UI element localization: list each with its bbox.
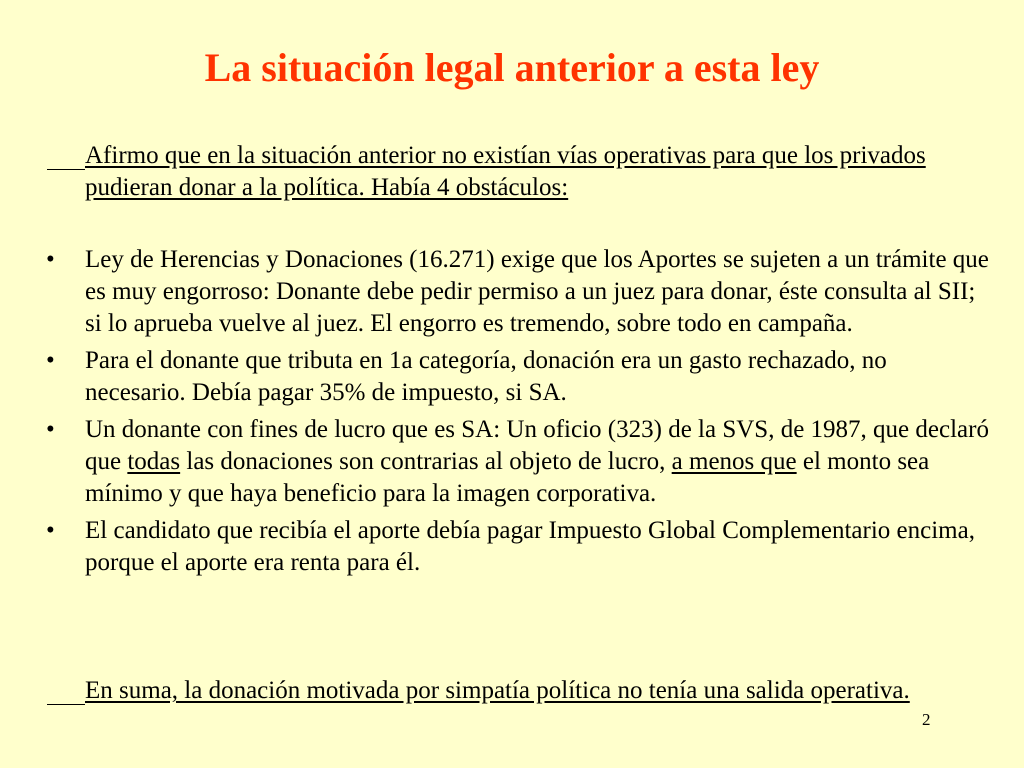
intro-paragraph	[85, 140, 990, 204]
conclusion-paragraph	[85, 675, 990, 707]
conclusion-indent-underline	[47, 675, 85, 705]
list-item	[0, 244, 990, 340]
emphasis-underlined: a menos que	[671, 448, 797, 475]
bullet-marker: •	[46, 347, 55, 374]
conclusion-text: En suma, la donación motivada por simpatía política no tenía una salida operativa.	[85, 677, 910, 704]
list-item	[0, 345, 990, 409]
list-item-text-part: las donaciones son contrarias al objeto de lucro,	[180, 448, 672, 475]
list-item	[0, 414, 990, 510]
list-item-text: Para el donante que tributa en 1a categoría, donación era un gasto rechazado, no necesario. Debía pagar 35% de impuesto, si SA.	[85, 347, 887, 406]
emphasis-underlined: todas	[127, 448, 181, 475]
obstacle-list	[0, 244, 1024, 584]
bullet-marker: •	[46, 517, 55, 544]
list-item-text: Ley de Herencias y Donaciones (16.271) exige que los Aportes se sujeten a un trámite que es muy engorroso: Donante debe pedir permiso a un juez para donar, éste consulta al SII; si lo aprueba vuelve al juez. El engorro es tremendo, sobre todo en campaña.	[85, 246, 989, 337]
intro-text: Afirmo que en la situación anterior no existían vías operativas para que los privados pudieran donar a la política. Había 4 obstáculos:	[85, 142, 926, 201]
slide-title: La situación legal anterior a esta ley	[204, 45, 820, 90]
bullet-marker: •	[46, 416, 55, 443]
list-item-text: El candidato que recibía el aporte debía pagar Impuesto Global Complementario encima, porque el aporte era renta para él.	[85, 517, 975, 576]
bullet-marker: •	[46, 246, 55, 273]
list-item	[0, 515, 990, 579]
intro-indent-underline	[47, 140, 85, 170]
list-item-text-part: el monto sea mínimo y que haya beneficio para la imagen corporativa.	[85, 448, 930, 507]
page-number: 2	[922, 710, 931, 729]
list-item-text-part: Un donante con fines de lucro que es SA: Un oficio (323) de la SVS, de 1987, que declaró que	[85, 416, 989, 475]
